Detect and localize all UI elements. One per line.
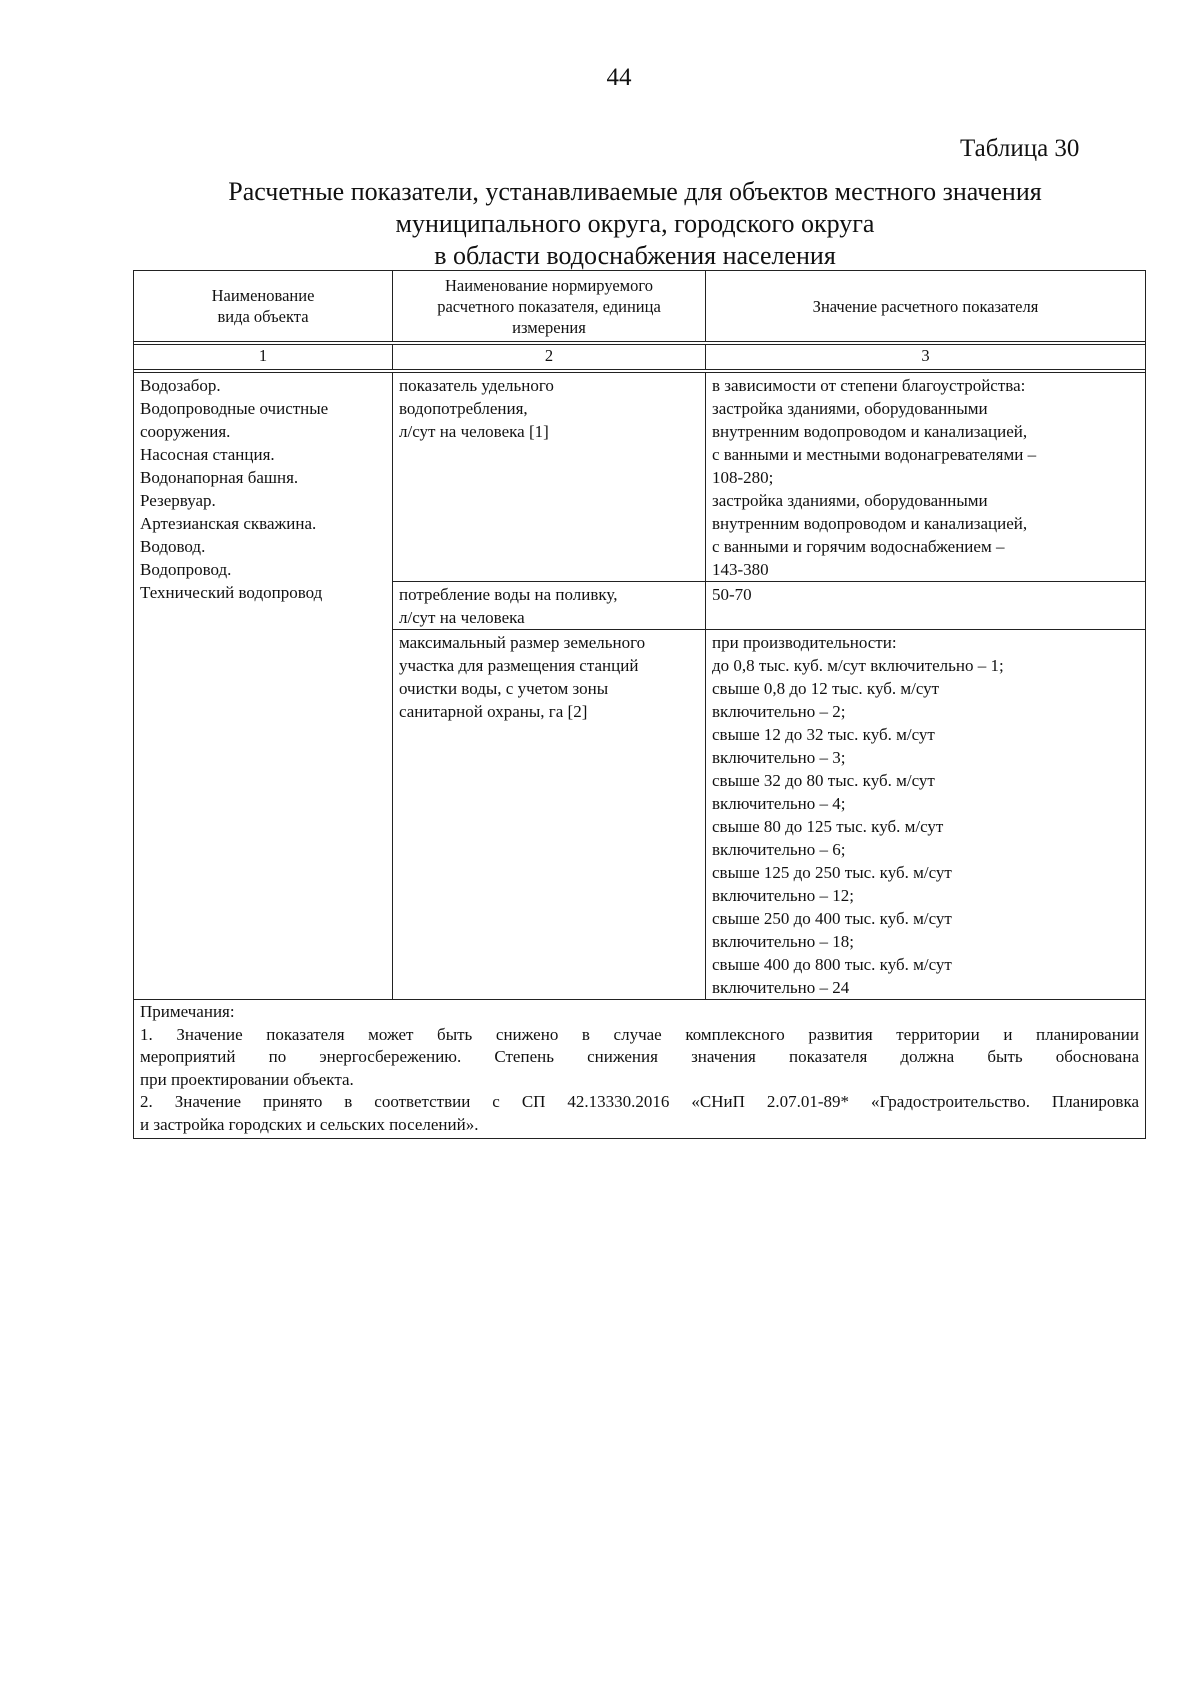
indicator-line: л/сут на человека [1] xyxy=(399,422,549,441)
notes-cell xyxy=(134,1000,1146,1139)
value-line: включительно – 6; xyxy=(712,840,846,859)
table-label: Таблица 30 xyxy=(960,135,1080,162)
table-row xyxy=(134,373,1146,582)
value-line: свыше 12 до 32 тыс. куб. м/сут xyxy=(712,725,935,744)
value-line: 143-380 xyxy=(712,560,769,579)
indicators-table xyxy=(133,270,1146,1139)
value-line: включительно – 2; xyxy=(712,702,846,721)
value-cell xyxy=(706,630,1146,1000)
column-numbers-row xyxy=(134,345,1146,370)
header-line: Наименование нормируемого xyxy=(445,275,653,295)
header-line: измерения xyxy=(512,317,586,337)
header-line: Наименование xyxy=(211,286,315,305)
value-line: с ванными и горячим водоснабжением – xyxy=(712,537,1005,556)
indicator-cell xyxy=(393,630,706,1000)
header-line: расчетного показателя, единица xyxy=(437,296,661,316)
document-title xyxy=(130,176,1140,272)
column-number: 2 xyxy=(393,345,706,370)
title-line: Расчетные показатели, устанавливаемые для объектов местного значения xyxy=(228,177,1042,206)
value-line: в зависимости от степени благоустройства: xyxy=(712,376,1026,395)
title-line: муниципального округа, городского округа xyxy=(395,209,875,238)
indicator-line: потребление воды на поливку, xyxy=(399,585,618,604)
value-line: внутренним водопроводом и канализацией, xyxy=(712,422,1028,441)
header-indicator xyxy=(393,271,706,342)
value-line: включительно – 3; xyxy=(712,748,846,767)
indicator-line: максимальный размер земельного xyxy=(399,633,646,652)
value-line: свыше 250 до 400 тыс. куб. м/сут xyxy=(712,909,952,928)
value-line: с ванными и местными водонагревателями – xyxy=(712,445,1037,464)
object-type: Водовод. xyxy=(140,537,206,556)
object-type: Насосная станция. xyxy=(140,445,275,464)
value-line: свыше 0,8 до 12 тыс. куб. м/сут xyxy=(712,679,940,698)
object-type: Артезианская скважина. xyxy=(140,514,317,533)
object-type: Водозабор. xyxy=(140,376,221,395)
object-type: Водопровод. xyxy=(140,560,232,579)
value-line: внутренним водопроводом и канализацией, xyxy=(712,514,1028,533)
value-line: включительно – 18; xyxy=(712,932,855,951)
note-line: 2. Значение принято в соответствии с СП 42.13330.2016 «СНиП 2.07.01-89* «Градостроительство. Планировка xyxy=(140,1092,1139,1111)
indicator-line: л/сут на человека xyxy=(399,608,525,627)
page-number: 44 xyxy=(606,64,632,91)
indicator-cell xyxy=(393,373,706,582)
value-cell xyxy=(706,582,1146,630)
value-line: включительно – 4; xyxy=(712,794,846,813)
table-header-row xyxy=(134,271,1146,342)
indicator-cell xyxy=(393,582,706,630)
object-types-cell xyxy=(134,373,393,1000)
notes-row xyxy=(134,1000,1146,1139)
indicator-line: водопотребления, xyxy=(399,399,528,418)
object-type: Технический водопровод xyxy=(140,583,323,602)
value-line: застройка зданиями, оборудованными xyxy=(712,399,988,418)
value-line: до 0,8 тыс. куб. м/сут включительно – 1; xyxy=(712,656,1004,675)
header-object-type xyxy=(134,271,393,342)
note-line: и застройка городских и сельских поселений». xyxy=(140,1114,479,1134)
column-number: 1 xyxy=(134,345,393,370)
object-type: сооружения. xyxy=(140,422,231,441)
header-line: вида объекта xyxy=(217,307,309,326)
notes-heading: Примечания: xyxy=(140,1002,235,1021)
indicator-line: очистки воды, с учетом зоны xyxy=(399,679,609,698)
object-type: Водонапорная башня. xyxy=(140,468,299,487)
value-line: 50-70 xyxy=(712,585,752,604)
note-line: при проектировании объекта. xyxy=(140,1069,354,1089)
title-line: в области водоснабжения населения xyxy=(434,241,836,270)
object-type: Резервуар. xyxy=(140,491,216,510)
column-number: 3 xyxy=(706,345,1146,370)
value-line: свыше 125 до 250 тыс. куб. м/сут xyxy=(712,863,952,882)
note-line: 1. Значение показателя может быть снижено в случае комплексного развития территории и планировании xyxy=(140,1024,1139,1044)
object-type: Водопроводные очистные xyxy=(140,399,329,418)
value-line: включительно – 12; xyxy=(712,886,855,905)
indicator-line: участка для размещения станций xyxy=(399,656,639,675)
value-cell xyxy=(706,373,1146,582)
value-line: застройка зданиями, оборудованными xyxy=(712,491,988,510)
header-value xyxy=(706,271,1146,342)
value-line: 108-280; xyxy=(712,468,774,487)
value-line: свыше 80 до 125 тыс. куб. м/сут xyxy=(712,817,944,836)
value-line: включительно – 24 xyxy=(712,978,850,997)
value-line: свыше 32 до 80 тыс. куб. м/сут xyxy=(712,771,935,790)
header-line: Значение расчетного показателя xyxy=(812,296,1039,316)
indicator-line: санитарной охраны, га [2] xyxy=(399,702,588,721)
value-line: свыше 400 до 800 тыс. куб. м/сут xyxy=(712,955,952,974)
note-line: мероприятий по энергосбережению. Степень снижения значения показателя должна быть обоснована xyxy=(140,1047,1139,1066)
indicator-line: показатель удельного xyxy=(399,376,554,395)
value-line: при производительности: xyxy=(712,633,897,652)
